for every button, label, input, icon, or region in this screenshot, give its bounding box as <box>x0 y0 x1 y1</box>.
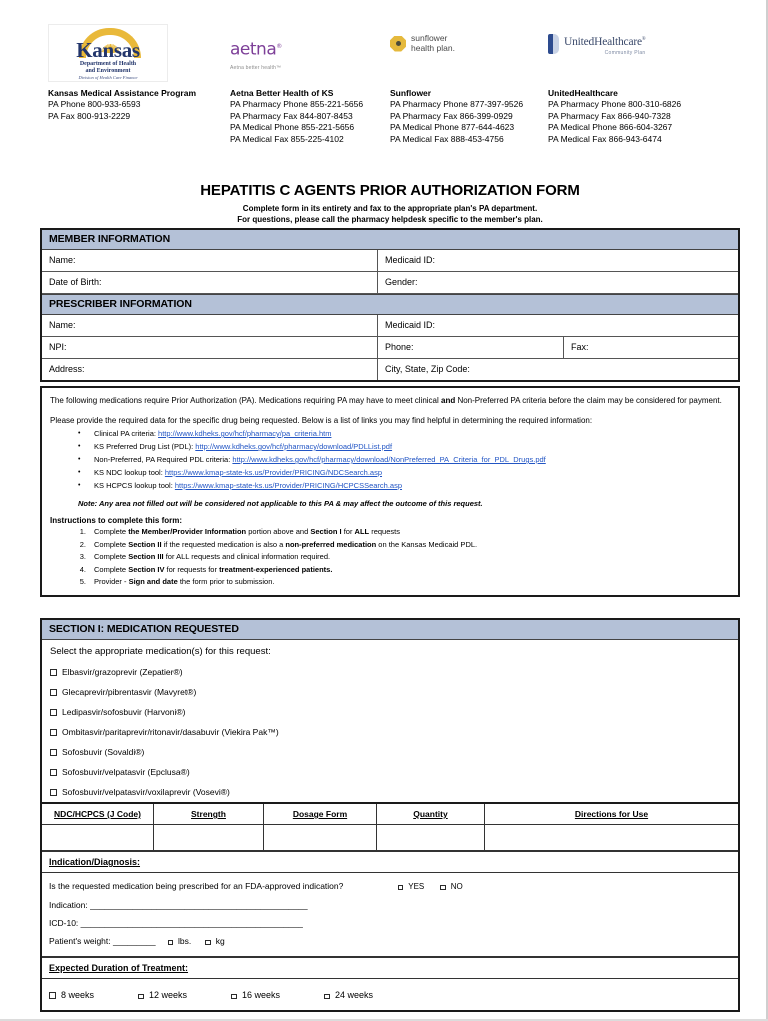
instr-emphasis: treatment-experienced patients. <box>219 564 333 574</box>
list-item <box>50 453 730 466</box>
section-1-medication-requested <box>40 618 740 810</box>
link-non-preferred-pa-criteria[interactable]: http://www.kdheks.gov/hcf/pharmacy/download/NonPreferred_PA_Criteria_for_PDL_Drugs.pdf <box>232 455 546 464</box>
field-prescriber-phone[interactable]: Phone: <box>378 337 564 358</box>
instr-emphasis: Section I <box>310 527 342 536</box>
link-label: Clinical PA criteria: <box>94 429 159 438</box>
registered-mark-icon: ® <box>276 43 282 50</box>
instr-text: if the requested medication is also a <box>161 539 286 549</box>
title-subtitle-line2: For questions, please call the pharmacy helpdesk specific to the member's plan. <box>237 215 543 224</box>
indication-label: Indication: <box>49 900 91 910</box>
contact-line: PA Phone 800-933-6593 <box>48 99 141 109</box>
section-header-medication-requested: SECTION I: MEDICATION REQUESTED <box>42 620 738 640</box>
checkbox-icon[interactable] <box>231 994 237 1000</box>
link-label: KS HCPCS lookup tool: <box>94 481 175 490</box>
cell-quantity[interactable] <box>377 825 485 850</box>
link-ndc-lookup-tool[interactable]: https://www.kmap-state-ks.us/Provider/PRICING/NDCSearch.asp <box>164 468 383 477</box>
link-label: Non-Preferred, PA Required PDL criteria: <box>94 455 233 464</box>
org-name-aetna: Aetna Better Health of KS <box>230 88 334 98</box>
registered-mark-icon: ® <box>641 37 646 42</box>
fda-indication-question-row <box>49 877 731 896</box>
icd10-input-row[interactable] <box>49 914 731 932</box>
table-row <box>42 315 738 337</box>
duration-label: 8 weeks <box>61 990 95 1000</box>
plan-column-unitedhealthcare <box>548 24 738 145</box>
uhc-logo-name <box>564 34 646 48</box>
kansas-dhe-logo <box>48 24 168 82</box>
kansas-logo-subtitle <box>49 61 167 75</box>
instr-text: Complete <box>94 527 129 536</box>
instr-text: for <box>341 527 355 536</box>
contact-line: PA Pharmacy Fax 866-940-7328 <box>548 110 671 121</box>
checkbox-icon-yes[interactable] <box>398 885 404 891</box>
list-item <box>50 564 730 577</box>
field-prescriber-address[interactable]: Address: <box>42 359 378 380</box>
info-paragraph-2: Please provide the required data for the specific drug being requested. Below is a list of links you may find helpful in determining the required information: <box>50 416 593 425</box>
plan-contacts-header <box>40 24 740 172</box>
medication-label: Sofosbuvir/velpatasvir (Epclusa®) <box>62 767 190 777</box>
column-header-strength: Strength <box>154 804 264 824</box>
table-header-row <box>42 804 738 825</box>
duration-option-24-weeks[interactable] <box>324 990 373 1000</box>
column-header-dosage-form: Dosage Form <box>264 804 377 824</box>
kansas-logo-name: Kansas <box>76 38 140 62</box>
fda-indication-question: Is the requested medication being prescribed for an FDA-approved indication? <box>49 881 344 891</box>
medication-option-sovaldi[interactable] <box>50 742 730 762</box>
uhc-wordmark: UnitedHealthcare <box>564 35 642 48</box>
checkbox-icon[interactable] <box>50 769 57 776</box>
list-item <box>50 576 730 589</box>
column-header-quantity: Quantity <box>377 804 485 824</box>
icd10-label: ICD-10: <box>49 918 81 928</box>
instr-emphasis: non-preferred medication <box>285 539 377 549</box>
instr-text: portion above and <box>246 527 311 536</box>
sunflower-logo-line1: sunflower <box>411 33 448 43</box>
org-name-sunflower: Sunflower <box>390 88 432 98</box>
kansas-logo-division: Division of Health Care Finance <box>78 75 138 80</box>
link-clinical-pa-criteria[interactable]: http://www.kdheks.gov/hcf/pharmacy/pa_criteria.htm <box>158 429 332 438</box>
aetna-wordmark: aetna <box>230 39 277 60</box>
medication-label: Ombitasvir/paritaprevir/ritonavir/dasabuvir (Viekira Pak™) <box>62 727 279 737</box>
medication-option-viekira-pak[interactable] <box>50 722 730 742</box>
contact-line: PA Medical Fax 866-943-6474 <box>548 133 662 144</box>
member-prescriber-table <box>40 228 740 382</box>
medication-label: Sofosbuvir (Sovaldi®) <box>62 747 145 757</box>
kansas-logo-sub2: and Environment <box>85 68 131 74</box>
select-medication-label: Select the appropriate medication(s) for this request: <box>50 646 271 657</box>
column-header-directions-for-use: Directions for Use <box>574 809 649 819</box>
aetna-logo <box>230 24 350 71</box>
no-label: NO <box>450 882 463 891</box>
instr-text: Complete <box>94 539 129 549</box>
info-para1-emphasis: and <box>441 396 456 405</box>
checkbox-icon-lbs[interactable] <box>168 940 174 946</box>
list-item <box>50 526 730 539</box>
lbs-label: lbs. <box>178 936 192 946</box>
cell-dosage-form[interactable] <box>264 825 377 850</box>
contact-line: PA Medical Phone 877-644-4623 <box>390 122 515 132</box>
field-prescriber-name[interactable]: Name: <box>42 315 378 336</box>
org-name-unitedhealthcare: UnitedHealthcare <box>548 88 618 98</box>
subsection-header-indication-diagnosis <box>42 852 738 873</box>
uhc-logo-text <box>564 34 646 56</box>
list-item <box>50 479 730 492</box>
instr-emphasis: Sign and date <box>128 577 178 586</box>
instr-text: Complete <box>94 552 129 561</box>
indication-write-in-rule[interactable]: ______________________________________________ <box>90 900 308 910</box>
yes-label: YES <box>408 882 425 891</box>
checkbox-icon[interactable] <box>49 992 56 999</box>
instr-text: for requests for <box>164 564 220 574</box>
instr-text: requests <box>369 527 400 536</box>
cell-strength[interactable] <box>154 825 264 850</box>
instr-text: on the Kansas Medicaid PDL. <box>376 539 478 549</box>
aetna-logo-wrap <box>230 24 390 84</box>
uhc-logo-wrap <box>548 24 738 84</box>
kansas-logo-wrap <box>48 24 226 84</box>
link-preferred-drug-list[interactable]: http://www.kdheks.gov/hcf/pharmacy/download/PDLList.pdf <box>195 442 393 451</box>
medication-option-mavyret[interactable] <box>50 682 730 702</box>
checkbox-icon[interactable] <box>50 709 57 716</box>
uhc-shield-icon <box>548 34 559 54</box>
sunflower-health-plan-logo <box>390 24 547 53</box>
sunflower-logo-line2: health plan. <box>411 42 455 53</box>
checkbox-icon-kg[interactable] <box>205 940 211 946</box>
field-prescriber-city-state-zip[interactable]: City, State, Zip Code: <box>385 364 470 374</box>
section-header-member-information: MEMBER INFORMATION <box>42 230 738 250</box>
duration-options <box>42 979 738 1010</box>
uhc-logo-subtitle: Community Plan <box>604 49 646 56</box>
field-member-dob[interactable]: Date of Birth: <box>42 272 378 293</box>
info-paragraph-1 <box>50 395 730 407</box>
list-item <box>50 539 730 552</box>
contact-line: PA Fax 800-913-2229 <box>48 110 131 121</box>
field-member-name[interactable]: Name: <box>42 250 378 271</box>
cell-ndc-hcpcs[interactable] <box>42 825 154 850</box>
field-prescriber-fax[interactable]: Fax: <box>571 342 589 352</box>
fda-indication-answers <box>398 881 463 893</box>
list-item <box>50 427 730 440</box>
checkbox-icon-no[interactable] <box>440 885 446 891</box>
sunflower-logo-text <box>411 34 455 53</box>
instr-text: for ALL requests and clinical information required. <box>163 552 331 561</box>
plan-column-kansas <box>48 24 226 122</box>
medication-option-vosevi[interactable] <box>50 782 730 802</box>
duration-option-12-weeks[interactable] <box>138 990 187 1000</box>
instr-text: Provider - <box>94 577 129 586</box>
medication-checkbox-list <box>42 662 738 808</box>
medication-option-zepatier[interactable] <box>50 662 730 682</box>
contact-line: PA Pharmacy Phone 800-310-6826 <box>548 99 682 109</box>
patient-weight-label: Patient's weight: <box>49 936 113 946</box>
contact-line: PA Medical Phone 855-221-5656 <box>230 122 355 132</box>
duration-heading-text: Expected Duration of Treatment: <box>49 963 189 973</box>
checkbox-icon[interactable] <box>50 749 57 756</box>
duration-option-16-weeks[interactable] <box>231 990 280 1000</box>
org-name-kansas: Kansas Medical Assistance Program <box>48 88 197 98</box>
medication-option-epclusa[interactable] <box>50 762 730 782</box>
table-row <box>42 272 738 294</box>
plan-column-sunflower <box>390 24 547 145</box>
link-hcpcs-lookup-tool[interactable]: https://www.kmap-state-ks.us/Provider/PRICING/HCPCSSearch.asp <box>174 481 403 490</box>
medication-label: Glecaprevir/pibrentasvir (Mavyret®) <box>62 687 197 697</box>
patient-weight-write-in-rule[interactable]: _________ <box>113 936 156 946</box>
medication-label: Elbasvir/grazoprevir (Zepatier®) <box>62 667 183 677</box>
contact-line: PA Medical Phone 866-604-3267 <box>548 122 673 132</box>
table-row <box>42 825 738 852</box>
instructions-list <box>50 526 730 589</box>
instr-emphasis: Section IV <box>128 564 165 574</box>
kg-label: kg <box>215 936 225 946</box>
subsection-header-expected-duration <box>42 958 738 979</box>
duration-option-8-weeks[interactable] <box>49 990 94 1000</box>
instr-emphasis: Section II <box>128 539 162 549</box>
title-subtitle <box>40 203 740 225</box>
indication-fields <box>42 873 738 958</box>
duration-label: 16 weeks <box>241 990 280 1000</box>
contact-line: PA Medical Fax 855-225-4102 <box>230 133 344 144</box>
contact-line: PA Medical Fax 888-453-4756 <box>390 133 504 144</box>
aetna-logo-name <box>230 38 350 59</box>
medication-label: Sofosbuvir/velpatasvir/voxilaprevir (Vosevi®) <box>62 787 230 797</box>
link-label: KS Preferred Drug List (PDL): <box>94 442 196 451</box>
kansas-logo-sub1: Department of Health <box>79 61 137 67</box>
field-member-gender[interactable]: Gender: <box>385 277 418 287</box>
info-para1-part-b: Non-Preferred PA criteria before the claim may be considered for payment. <box>455 396 722 405</box>
plan-column-aetna <box>230 24 390 145</box>
contact-line: PA Pharmacy Phone 877-397-9526 <box>390 99 524 109</box>
title-subtitle-line1: Complete form in its entirety and fax to the appropriate plan's PA department. <box>242 204 538 213</box>
instr-emphasis: Section III <box>128 552 164 561</box>
checkbox-icon[interactable] <box>50 669 57 676</box>
indication-heading-text: Indication/Diagnosis: <box>49 857 141 867</box>
duration-label: 12 weeks <box>148 990 188 1000</box>
sunflower-flower-icon <box>390 36 406 52</box>
info-para1-part-a: The following medications require Prior Authorization (PA). Medications requiring PA may have to meet clinical <box>50 396 441 405</box>
section-header-prescriber-information: PRESCRIBER INFORMATION <box>42 294 738 315</box>
sunflower-logo-wrap <box>390 24 547 84</box>
table-row <box>42 250 738 272</box>
list-item <box>50 466 730 479</box>
link-label: KS NDC lookup tool: <box>94 468 165 477</box>
contact-line: PA Pharmacy Phone 855-221-5656 <box>230 99 364 109</box>
checkbox-icon[interactable] <box>50 729 57 736</box>
instr-text: Complete <box>94 564 129 574</box>
checkbox-icon[interactable] <box>138 994 144 1000</box>
field-member-medicaid-id[interactable]: Medicaid ID: <box>385 255 436 265</box>
page-title: HEPATITIS C AGENTS PRIOR AUTHORIZATION FORM <box>200 182 580 199</box>
field-prescriber-medicaid-id[interactable]: Medicaid ID: <box>385 320 436 330</box>
instructions-box <box>40 386 740 597</box>
column-header-ndc-hcpcs: NDC/HCPCS (J Code) <box>42 804 154 824</box>
unitedhealthcare-logo <box>548 24 738 56</box>
aetna-tagline: Aetna better health™ <box>230 64 282 71</box>
checkbox-icon[interactable] <box>50 789 57 796</box>
duration-label: 24 weeks <box>334 990 373 1000</box>
note-text: Note: Any area not filled out will be considered not applicable to this PA & may affect the outcome of this request. <box>78 499 483 508</box>
medication-label: Ledipasvir/sofosbuvir (Harvoni®) <box>62 707 186 717</box>
medication-details-table <box>40 802 740 1012</box>
reference-links-list <box>50 427 730 492</box>
checkbox-icon[interactable] <box>50 689 57 696</box>
list-item <box>50 440 730 453</box>
icd10-write-in-rule[interactable]: _______________________________________________ <box>80 918 303 928</box>
cell-directions-for-use[interactable] <box>485 825 738 850</box>
document-title-block <box>40 182 740 225</box>
instructions-heading: Instructions to complete this form: <box>50 516 183 525</box>
table-row <box>42 337 738 359</box>
medication-option-harvoni[interactable] <box>50 702 730 722</box>
field-prescriber-npi[interactable]: NPI: <box>42 337 378 358</box>
checkbox-icon[interactable] <box>324 994 330 1000</box>
list-item <box>50 551 730 564</box>
contact-line: PA Pharmacy Fax 866-399-0929 <box>390 110 513 121</box>
indication-input-row[interactable] <box>49 896 731 914</box>
patient-weight-row <box>49 932 731 950</box>
instr-emphasis: the Member/Provider Information <box>128 527 247 536</box>
contact-line: PA Pharmacy Fax 844-807-8453 <box>230 110 353 121</box>
instr-text: the form prior to submission. <box>177 577 275 586</box>
instr-emphasis: ALL <box>354 527 370 536</box>
table-row <box>42 359 738 380</box>
